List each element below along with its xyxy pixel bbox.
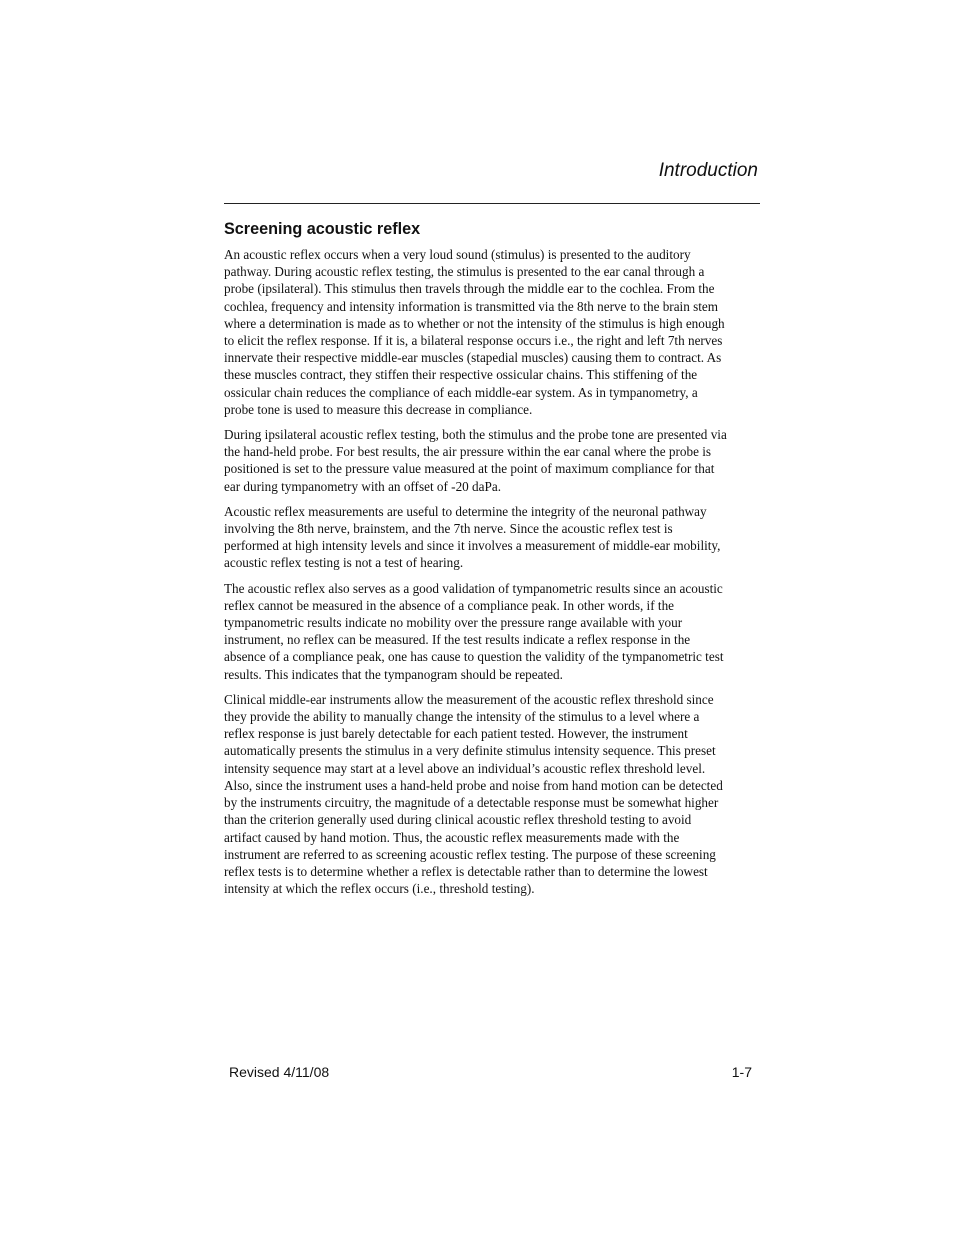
text-line: results. This indicates that the tympanogram should be repeated. bbox=[224, 666, 563, 682]
text-line: the hand-held probe. For best results, the air pressure within the ear canal where the probe is bbox=[224, 444, 712, 460]
text-line: intensity at which the reflex occurs (i.e., threshold testing). bbox=[224, 881, 535, 897]
text-line: acoustic reflex testing is not a test of hearing. bbox=[224, 555, 464, 571]
text-line: instrument, no reflex can be measured. If the test results indicate a reflex response in the bbox=[224, 632, 691, 648]
paragraph-1 bbox=[224, 246, 764, 418]
text-line: ear during tympanometry with an offset of -20 daPa. bbox=[224, 478, 501, 494]
text-line: performed at high intensity levels and since it involves a measurement of middle-ear mobility, bbox=[224, 538, 721, 554]
text-line: where a determination is made as to whether or not the intensity of the stimulus is high enough bbox=[224, 315, 725, 331]
paragraph-4 bbox=[224, 580, 764, 683]
text-line: probe tone is used to measure this decrease in compliance. bbox=[224, 401, 533, 417]
text-line: ossicular chain reduces the compliance of each middle-ear system. As in tympanometry, a bbox=[224, 384, 698, 400]
text-line: they provide the ability to manually change the intensity of the stimulus to a level where a bbox=[224, 709, 700, 725]
text-line: cochlea, frequency and intensity information is transmitted via the 8th nerve to the brain stem bbox=[224, 298, 719, 314]
text-line: Also, since the instrument uses a hand-held probe and noise from hand motion can be detected bbox=[224, 777, 723, 793]
text-line: positioned is set to the pressure value measured at the point of maximum compliance for that bbox=[224, 461, 715, 477]
section-title: Screening acoustic reflex bbox=[224, 220, 421, 238]
paragraph-3 bbox=[224, 503, 764, 572]
text-line: instrument are referred to as screening acoustic reflex testing. The purpose of these screening bbox=[224, 846, 716, 862]
text-line: tympanometric results indicate no mobility over the pressure range available with your bbox=[224, 615, 683, 631]
text-line: The acoustic reflex also serves as a good validation of tympanometric results since an acoustic bbox=[224, 580, 723, 596]
text-line: absence of a compliance peak, one has cause to question the validity of the tympanometric test bbox=[224, 649, 724, 665]
text-line: During ipsilateral acoustic reflex testing, both the stimulus and the probe tone are presented via bbox=[224, 427, 727, 443]
text-line: probe (ipsilateral). This stimulus then travels through the middle ear to the cochlea. From the bbox=[224, 281, 715, 297]
paragraph-5 bbox=[224, 691, 764, 897]
text-line: by the instruments circuitry, the magnitude of a detectable response must be somewhat higher bbox=[224, 795, 719, 811]
page-content bbox=[224, 218, 764, 905]
text-line: An acoustic reflex occurs when a very loud sound (stimulus) is presented to the auditory bbox=[224, 247, 691, 262]
paragraph-2 bbox=[224, 426, 764, 495]
text-line: to elicit the reflex response. If it is, a bilateral response occurs i.e., the right and left 7th nerves bbox=[224, 333, 723, 349]
text-line: than the criterion generally used during clinical acoustic reflex threshold testing to avoid bbox=[224, 812, 692, 828]
footer-page-number: 1-7 bbox=[731, 1064, 752, 1080]
text-line: Clinical middle-ear instruments allow the measurement of the acoustic reflex threshold since bbox=[224, 691, 714, 707]
text-line: pathway. During acoustic reflex testing, the stimulus is presented to the ear canal through a bbox=[224, 264, 705, 280]
text-line: automatically presents the stimulus in a very definite stimulus intensity sequence. This preset bbox=[224, 743, 716, 759]
text-line: Acoustic reflex measurements are useful to determine the integrity of the neuronal pathway bbox=[224, 503, 707, 519]
text-line: intensity sequence may start at a level above an individual’s acoustic reflex threshold level. bbox=[224, 760, 706, 776]
text-line: artifact caused by hand motion. Thus, the acoustic reflex measurements made with the bbox=[224, 829, 680, 845]
text-line: reflex tests is to determine whether a reflex is detectable rather than to determine the lowest bbox=[224, 863, 708, 879]
text-line: these muscles contract, they stiffen their respective ossicular chains. This stiffening of the bbox=[224, 367, 698, 383]
text-line: reflex response is just barely detectable for each patient tested. However, the instrument bbox=[224, 726, 688, 742]
text-line: involving the 8th nerve, brainstem, and the 7th nerve. Since the acoustic reflex test is bbox=[224, 521, 673, 537]
text-line: innervate their respective middle-ear muscles (stapedial muscles) causing them to contract. As bbox=[224, 350, 722, 366]
header-divider bbox=[224, 203, 760, 204]
text-line: reflex cannot be measured in the absence of a compliance peak. In other words, if the bbox=[224, 597, 675, 613]
running-head-title: Introduction bbox=[658, 160, 758, 181]
footer-revision-date: Revised 4/11/08 bbox=[229, 1064, 330, 1080]
